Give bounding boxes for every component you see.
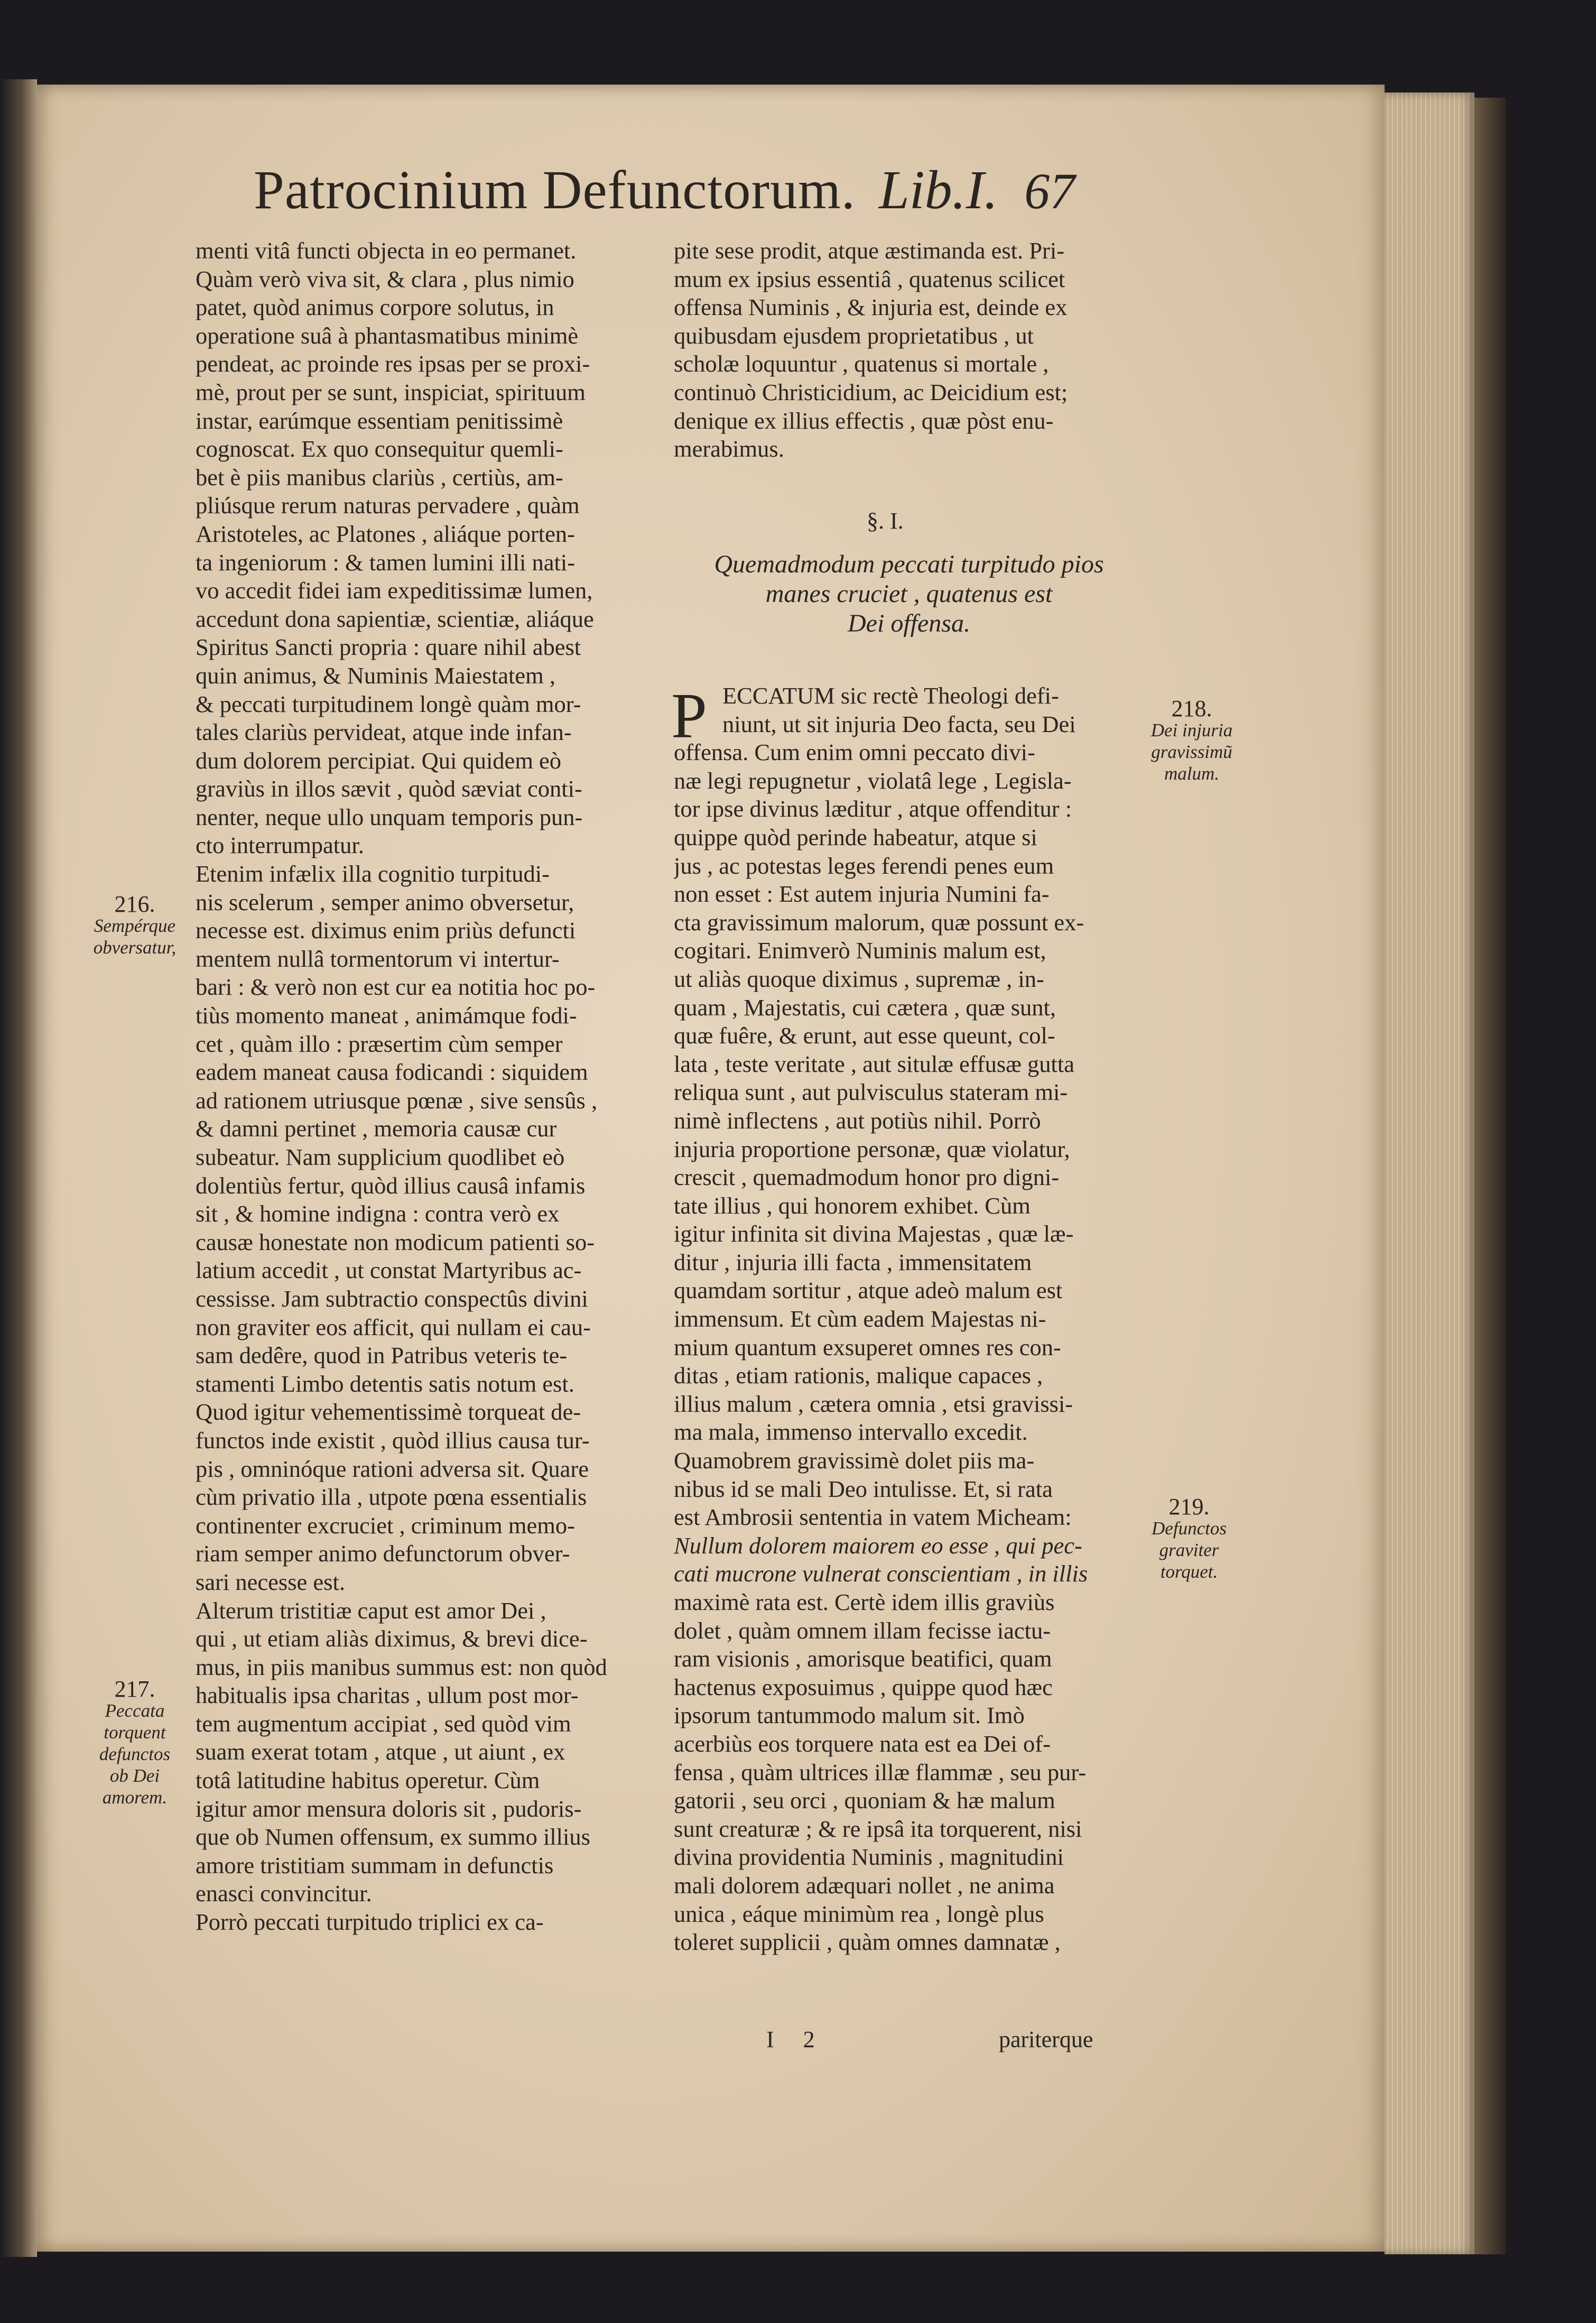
text-line: causæ honestate non modicum patienti so- xyxy=(196,1228,595,1255)
text-line: mali dolorem adæquari nollet , ne anima xyxy=(674,1872,1055,1899)
marginal-note-line: amorem. xyxy=(102,1787,168,1808)
text-line: igitur amor mensura doloris sit , pudoris- xyxy=(196,1795,582,1822)
text-line: quibusdam ejusdem proprietatibus , ut xyxy=(674,322,1034,349)
text-line: non esset : Est autem injuria Numini fa- xyxy=(674,881,1050,908)
text-line: scholæ loquuntur , quatenus si mortale , xyxy=(674,350,1049,377)
right-column-body xyxy=(674,682,1134,1957)
text-line: denique ex illius effectis , quæ pòst enu- xyxy=(674,407,1054,434)
text-line: sam dedêre, quod in Patribus veteris te- xyxy=(196,1342,568,1369)
text-line: pendeat, ac proinde res ipsas per se proxi- xyxy=(196,350,590,377)
text-line: nenter, neque ullo unquam temporis pun- xyxy=(196,803,583,830)
text-line: bet è piis manibus clariùs , certiùs, am- xyxy=(196,464,563,490)
text-line: tate illius , qui honorem exhibet. Cùm xyxy=(674,1192,1031,1219)
text-line: pite sese prodit, atque æstimanda est. Pri- xyxy=(674,237,1065,264)
text-line: graviùs in illos sævit , quòd sæviat conti- xyxy=(196,775,582,802)
text-line: hactenus exposuimus , quippe quod hæc xyxy=(674,1673,1053,1700)
right-column-top xyxy=(674,237,1134,464)
marginal-note-number: 217. xyxy=(114,1676,155,1702)
text-line: unica , eáque minimùm rea , longè plus xyxy=(674,1900,1044,1927)
text-line: dolentiùs fertur, quòd illius causâ infamis xyxy=(196,1172,586,1199)
marginal-note-line: graviter xyxy=(1159,1540,1219,1560)
marginal-note-line: torquent xyxy=(104,1722,166,1743)
header-title: Patrocinium Defunctorum. xyxy=(254,160,856,220)
text-line: merabimus. xyxy=(674,436,784,462)
text-line: Etenim infælix illa cognitio turpitudi- xyxy=(196,860,550,887)
text-line: Porrò peccati turpitudo triplici ex ca- xyxy=(196,1909,544,1936)
text-line: dolet , quàm omnem illam fecisse iactu- xyxy=(674,1617,1051,1644)
left-column xyxy=(196,237,645,1937)
text-line: necesse est. diximus enim priùs defuncti xyxy=(196,917,576,944)
marginal-note-216 xyxy=(79,893,190,958)
marginal-note-218 xyxy=(1134,698,1250,784)
section-title-line: Dei offensa. xyxy=(848,609,970,637)
text-line: offensa. Cum enim omni peccato divi- xyxy=(674,739,1035,766)
text-line: tales clariùs pervideat, atque inde infan- xyxy=(196,719,572,746)
text-line: ipsorum tantummodo malum sit. Imò xyxy=(674,1702,1025,1729)
text-line: ditur , injuria illi facta , immensitatem xyxy=(674,1248,1032,1275)
text-line: sunt creaturæ ; & re ipsâ ita torquerent, nisi xyxy=(674,1815,1082,1842)
text-line: Quod igitur vehementissimè torqueat de- xyxy=(196,1399,581,1426)
text-line: subeatur. Nam supplicium quodlibet eò xyxy=(196,1144,565,1170)
text-line: injuria proportione personæ, quæ violatur, xyxy=(674,1135,1070,1162)
text-line: menti vitâ functi objecta in eo permanet. xyxy=(196,237,577,264)
catchword: pariterque xyxy=(999,2026,1093,2052)
text-line: ram visionis , amorisque beatifici, quam xyxy=(674,1645,1052,1672)
drop-cap: P xyxy=(671,680,707,752)
text-line: bari : & verò non est cur ea notitia hoc po- xyxy=(196,974,596,1001)
text-line: mium quantum exsuperet omnes res con- xyxy=(674,1334,1061,1361)
text-line: suam exerat totam , atque , ut aiunt , ex xyxy=(196,1738,565,1765)
text-line: Alterum tristitiæ caput est amor Dei , xyxy=(196,1597,546,1624)
text-line: ut aliàs quoque diximus , supremæ , in- xyxy=(674,965,1044,992)
text-line: ta ingeniorum : & tamen lumini illi nati- xyxy=(196,549,576,576)
text-line: mus, in piis manibus summus est: non quòd xyxy=(196,1653,607,1680)
text-line: pliúsque rerum naturas pervadere , quàm xyxy=(196,492,580,519)
text-line: sit , & homine indigna : contra verò ex xyxy=(196,1200,560,1227)
text-line: est Ambrosii sententia in vatem Micheam: xyxy=(674,1504,1072,1531)
marginal-note-line: ob Dei xyxy=(109,1765,160,1786)
text-line: lata , teste veritate , aut situlæ effusæ gutta xyxy=(674,1050,1074,1077)
text-line: dum dolorem percipiat. Qui quidem eò xyxy=(196,747,562,774)
text-line: Nullum dolorem maiorem eo esse , qui pec- xyxy=(674,1532,1082,1559)
section-title xyxy=(671,550,1147,638)
signature-mark: I 2 xyxy=(766,2026,827,2052)
marginal-note-line: Dei injuria xyxy=(1150,720,1233,741)
marginal-note-line: obversatur, xyxy=(93,937,177,958)
marginal-note-line: Defunctos xyxy=(1152,1518,1227,1539)
marginal-note-line: gravissimũ xyxy=(1151,742,1232,762)
marginal-note-217 xyxy=(87,1678,182,1808)
text-line: vo accedit fidei iam expeditissimæ lumen, xyxy=(196,577,593,604)
text-line: eadem maneat causa fodicandi : siquidem xyxy=(196,1059,588,1086)
text-line: Aristoteles, ac Platones , aliáque porten- xyxy=(196,520,575,547)
text-line: operatione suâ à phantasmatibus minimè xyxy=(196,322,579,349)
marginal-note-number: 219. xyxy=(1168,1494,1210,1520)
text-line: ECCATUM sic rectè Theologi defi- xyxy=(722,682,1059,709)
text-line: tiùs momento maneat , animámque fodi- xyxy=(196,1002,577,1029)
text-line: cogitari. Enimverò Numinis malum est, xyxy=(674,937,1046,964)
text-line: cto interrumpatur. xyxy=(196,832,364,859)
text-line: cati mucrone vulnerat conscientiam , in illis xyxy=(674,1560,1088,1587)
text-line: functos inde existit , quòd illius causa tur- xyxy=(196,1427,590,1454)
text-line: nimè inflectens , aut potiùs nihil. Porrò xyxy=(674,1107,1041,1134)
text-line: ditas , etiam rationis, malique capaces , xyxy=(674,1362,1043,1389)
text-line: cet , quàm illo : præsertim cùm semper xyxy=(196,1030,563,1057)
text-line: continenter excruciet , criminum memo- xyxy=(196,1512,575,1539)
text-line: riam semper animo defunctorum obver- xyxy=(196,1540,570,1567)
marginal-note-line: torquet. xyxy=(1160,1561,1218,1582)
text-line: offensa Numinis , & injuria est, deinde ex xyxy=(674,294,1068,321)
marginal-note-219 xyxy=(1136,1496,1242,1582)
running-header xyxy=(254,159,1126,238)
text-line: totâ latitudine habitus operetur. Cùm xyxy=(196,1767,540,1794)
section-title-line: manes cruciet , quatenus est xyxy=(765,580,1053,608)
text-line: nis scelerum , semper animo obversetur, xyxy=(196,889,574,915)
text-line: næ legi repugnetur , violatâ lege , Legisla- xyxy=(674,767,1072,794)
text-line: habitualis ipsa charitas , ullum post mor- xyxy=(196,1682,579,1709)
text-line: pis , omninóque rationi adversa sit. Quare xyxy=(196,1455,589,1482)
text-line: ad rationem utriusque pœnæ , sive sensûs , xyxy=(196,1087,598,1114)
text-line: latium accedit , ut constat Martyribus ac- xyxy=(196,1257,582,1284)
text-line: mum ex ipsius essentiâ , quatenus scilicet xyxy=(674,265,1065,292)
section-title-line: Quemadmodum peccati turpitudo pios xyxy=(714,550,1104,578)
text-line: cessisse. Jam subtractio conspectûs divini xyxy=(196,1285,588,1312)
marginal-note-line: Sempérque xyxy=(94,915,176,936)
text-line: & peccati turpitudinem longè quàm mor- xyxy=(196,690,581,717)
text-line: cùm privatio illa , utpote pœna essentialis xyxy=(196,1484,587,1511)
book-spine-left xyxy=(0,79,37,2257)
text-line: quamdam sortitur , atque adeò malum est xyxy=(674,1277,1063,1304)
text-line: qui , ut etiam aliàs diximus, & brevi dice- xyxy=(196,1625,588,1652)
text-line: Quàm verò viva sit, & clara , plus nimio xyxy=(196,265,574,292)
text-line: sari necesse est. xyxy=(196,1568,345,1595)
text-line: mentem nullâ tormentorum vi intertur- xyxy=(196,945,560,972)
text-line: fensa , quàm ultrices illæ flammæ , seu pur- xyxy=(674,1759,1087,1785)
section-number: §. I. xyxy=(867,508,904,534)
text-line: patet, quòd animus corpore solutus, in xyxy=(196,294,554,321)
text-line: nibus id se mali Deo intulisse. Et, si rata xyxy=(674,1475,1053,1502)
text-line: cognoscat. Ex quo consequitur quemli- xyxy=(196,436,563,462)
text-line: toleret supplicii , quàm omnes damnatæ , xyxy=(674,1929,1061,1956)
text-line: illius malum , cætera omnia , etsi gravissi- xyxy=(674,1390,1073,1417)
text-line: tor ipse divinus læditur , atque offenditur : xyxy=(674,795,1072,822)
text-line: non graviter eos afficit, qui nullam ei cau- xyxy=(196,1313,591,1340)
text-line: immensum. Et cùm eadem Majestas ni- xyxy=(674,1306,1046,1332)
text-line: tem augmentum accipiat , sed quòd vim xyxy=(196,1710,571,1737)
text-line: ma mala, immenso intervallo excedit. xyxy=(674,1419,1028,1446)
text-line: divina providentia Numinis , magnitudini xyxy=(674,1844,1064,1871)
marginal-note-line: malum. xyxy=(1164,763,1220,784)
text-line: gatorii , seu orci , quoniam & hæ malum xyxy=(674,1787,1055,1814)
text-line: quippe quòd perinde habeatur, atque si xyxy=(674,823,1037,850)
marginal-note-line: defunctos xyxy=(99,1744,171,1764)
text-line: quin animus, & Numinis Maiestatem , xyxy=(196,662,556,689)
text-line: instar, earúmque essentiam penitissimè xyxy=(196,407,563,434)
text-line: reliqua sunt , aut pulvisculus stateram mi- xyxy=(674,1079,1068,1106)
text-line: maximè rata est. Certè idem illis graviùs xyxy=(674,1589,1055,1615)
text-line: niunt, ut sit injuria Deo facta, seu Dei xyxy=(722,710,1076,737)
page-number: 67 xyxy=(1024,163,1075,219)
text-line: jus , ac potestas leges ferendi penes eum xyxy=(674,852,1054,879)
text-line: Quamobrem gravissimè dolet piis ma- xyxy=(674,1447,1035,1474)
marginal-note-number: 218. xyxy=(1171,696,1212,721)
text-line: mè, prout per se sunt, inspiciat, spirituum xyxy=(196,378,586,405)
text-line: stamenti Limbo detentis satis notum est. xyxy=(196,1370,574,1397)
text-line: que ob Numen offensum, ex summo illius xyxy=(196,1824,590,1850)
text-line: & damni pertinet , memoria causæ cur xyxy=(196,1115,557,1142)
text-line: acerbiùs eos torquere nata est ea Dei of- xyxy=(674,1730,1051,1757)
text-line: quam , Majestatis, cui cætera , quæ sunt, xyxy=(674,994,1056,1021)
page-edges xyxy=(1385,92,1474,2254)
text-line: Spiritus Sancti propria : quare nihil abest xyxy=(196,634,581,661)
text-line: igitur infinita sit divina Majestas , quæ læ- xyxy=(674,1220,1074,1247)
text-line: amore tristitiam summam in defunctis xyxy=(196,1852,554,1878)
text-line: quæ fuêre, & erunt, aut esse queunt, col- xyxy=(674,1022,1055,1049)
text-line: accedunt dona sapientiæ, scientiæ, aliáque xyxy=(196,605,594,632)
header-book-number: Lib.I. xyxy=(878,160,998,220)
text-line: enasci convincitur. xyxy=(196,1880,372,1907)
text-line: continuò Christicidium, ac Deicidium est; xyxy=(674,378,1068,405)
marginal-note-line: Peccata xyxy=(105,1700,165,1721)
text-line: crescit , quemadmodum honor pro digni- xyxy=(674,1164,1060,1191)
marginal-note-number: 216. xyxy=(114,891,155,917)
book-cover-edge xyxy=(1474,98,1506,2254)
text-line: cta gravissimum malorum, quæ possunt ex- xyxy=(674,909,1084,936)
